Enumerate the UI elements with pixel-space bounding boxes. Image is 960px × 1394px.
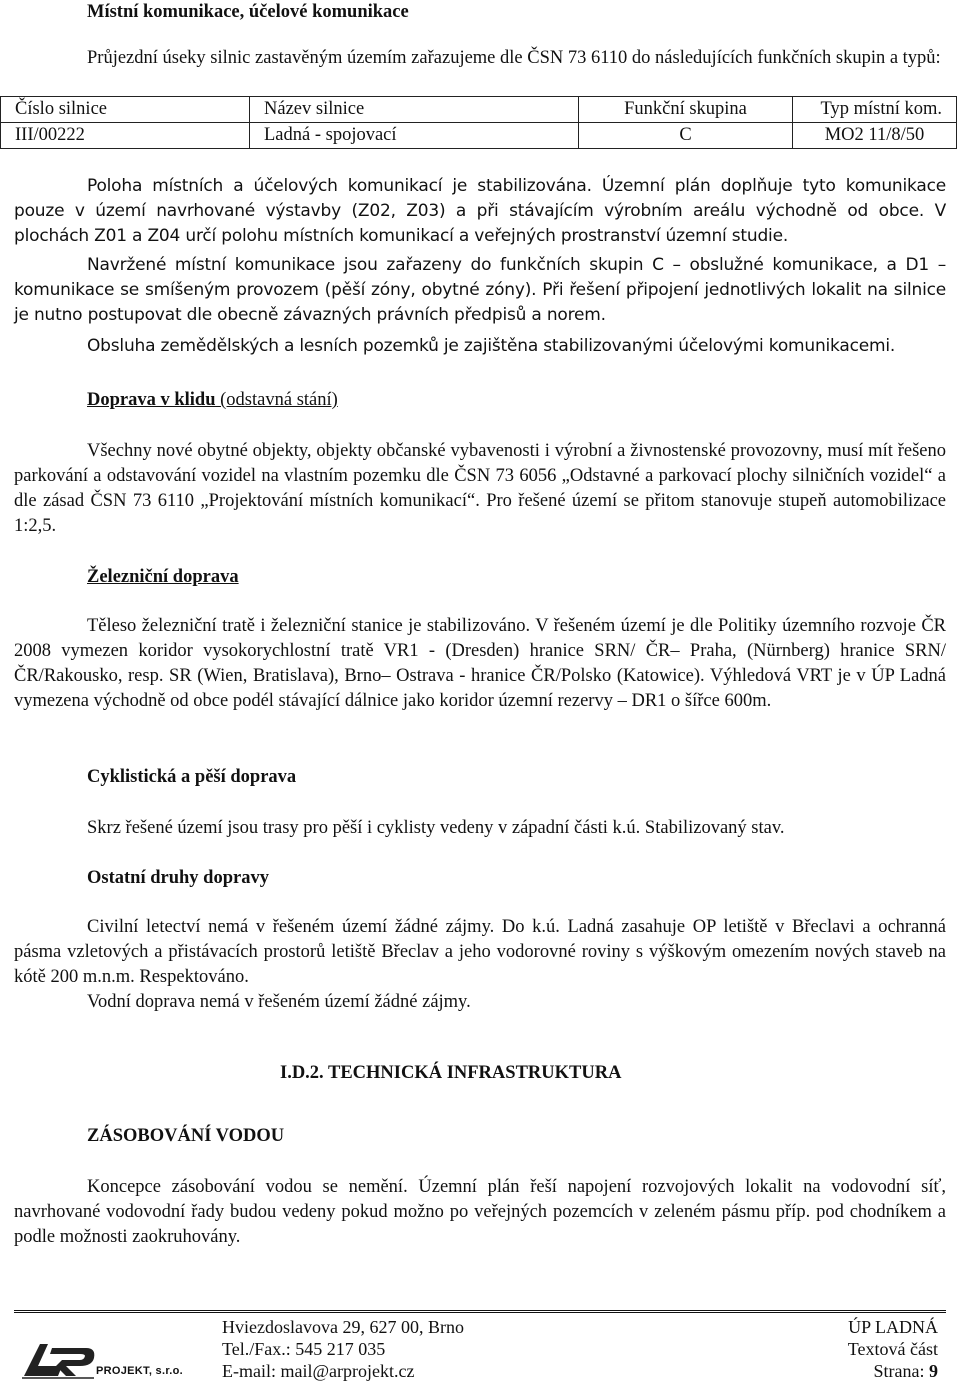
footer-phone: Tel./Fax.: 545 217 035 [222, 1339, 386, 1359]
table-header-cell: Funkční skupina [579, 97, 793, 123]
page-footer [0, 1306, 960, 1394]
roads-table [0, 96, 957, 149]
paragraph-water: Koncepce zásobování vodou se nemění. Územní plán řeší napojení rozvojových lokalit na vodovodní síť, navrhované vodovodní řady budou vedeny pokud možno po veřejných pozemcích v zeleném pásmu příp. pod chodníkem a podle možnosti zaokruhovány. [14, 1177, 946, 1247]
paragraph-cycling: Skrz řešené území jsou trasy pro pěší i cyklisty vedeny v západní části k.ú. Stabilizovaný stav. [87, 818, 785, 838]
footer-doc-part: Textová část [847, 1339, 938, 1359]
table-row [1, 123, 957, 149]
footer-email: E-mail: mail@arprojekt.cz [222, 1361, 415, 1381]
table-cell: C [579, 123, 793, 149]
paragraph-local-1: Poloha místních a účelových komunikací je stabilizována. Územní plán doplňuje tyto komunikace pouze v území navrhované výstavby (Z02, Z03) a při stávajícím výrobním areálu východně od obce. V plochách Z01 a Z04 určí polohu místních komunikací a veřejných prostranství územní studie. [14, 176, 946, 246]
footer-contact [222, 1316, 464, 1382]
intro-paragraph: Průjezdní úseky silnic zastavěným územím zařazujeme dle ČSN 73 6110 do následujících funkčních skupin a typů: [87, 48, 941, 68]
logo-text: PROJEKT, s.r.o. [96, 1365, 184, 1377]
footer-doc-name: ÚP LADNÁ [848, 1317, 938, 1337]
paragraph-local-2: Navržené místní komunikace jsou zařazeny do funkčních skupin C – obslužné komunikace, a D1 – komunikace se smíšeným provozem (pěší zóny, obytné zóny). Při řešení připojení jednotlivých lokalit na silnice je nutno postupovat dle obecně závazných právních předpisů a norem. [14, 255, 946, 325]
table-header-cell: Název silnice [250, 97, 579, 123]
table-cell: III/00222 [1, 123, 250, 149]
table-header-cell: Číslo silnice [1, 97, 250, 123]
heading-parking-bold: Doprava v klidu [87, 390, 216, 410]
chapter-title: I.D.2. TECHNICKÁ INFRASTRUKTURA [280, 1063, 622, 1083]
table-cell: MO2 11/8/50 [793, 123, 957, 149]
footer-page [848, 1360, 938, 1382]
heading-water: ZÁSOBOVÁNÍ VODOU [87, 1126, 285, 1146]
company-logo [22, 1334, 192, 1384]
footer-page-number: 9 [929, 1361, 938, 1381]
table-header-row [1, 97, 957, 123]
footer-doc-info [848, 1316, 938, 1382]
heading-parking [87, 388, 338, 413]
footer-rule [14, 1310, 946, 1316]
heading-local-roads: Místní komunikace, účelové komunikace [87, 2, 409, 22]
paragraph-rail: Těleso železniční tratě i železniční stanice je stabilizováno. V řešeném území je dle Politiky územního rozvoje ČR 2008 vymezen koridor vysokorychlostní tratě VR1 - (Dresden) hranice SRN/ ČR– Praha, (Nürnberg) hranice SRN/ČR/Rakousko, resp. SR (Wien, Bratislava), Brno– Ostrava - hranice ČR/Polsko (Katowice). Výhledová VRT je v ÚP Ladná vymezena východně od obce podél stávající dálnice jako koridor územní rezervy – DR1 o šířce 600m. [14, 616, 946, 711]
footer-page-label: Strana: [873, 1361, 929, 1381]
paragraph-other-2: Vodní doprava nemá v řešeném území žádné zájmy. [87, 992, 471, 1012]
table-header-cell: Typ místní kom. [793, 97, 957, 123]
paragraph-local-3: Obsluha zemědělských a lesních pozemků je zajištěna stabilizovanými účelovými komunikacemi. [87, 336, 896, 356]
paragraph-other-1: Civilní letectví nemá v řešeném území žádné zájmy. Do k.ú. Ladná zasahuje OP letiště v Břeclavi a ochranná pásma vzletových a přistávacích prostorů letiště Břeclav a jeho vodorovné roviny s výškovým omezením nových staveb na kótě 200 m.n.m. Respektováno. [14, 917, 946, 987]
heading-parking-rest: (odstavná stání) [215, 390, 338, 410]
table-cell: Ladná - spojovací [250, 123, 579, 149]
paragraph-parking: Všechny nové obytné objekty, objekty občanské vybavenosti i výrobní a živnostenské provozovny, musí mít řešeno parkování a odstavování vozidel na vlastním pozemku dle ČSN 73 6056 „Odstavné a parkovací plochy silničních vozidel“ a dle zásad ČSN 73 6110 „Projektování místních komunikací“. Pro řešené území se přitom stanovuje stupeň automobilizace 1:2,5. [14, 441, 946, 536]
heading-other: Ostatní druhy dopravy [87, 868, 269, 888]
heading-rail: Železniční doprava [87, 567, 239, 587]
heading-cycling: Cyklistická a pěší doprava [87, 767, 297, 787]
footer-address: Hviezdoslavova 29, 627 00, Brno [222, 1317, 464, 1337]
